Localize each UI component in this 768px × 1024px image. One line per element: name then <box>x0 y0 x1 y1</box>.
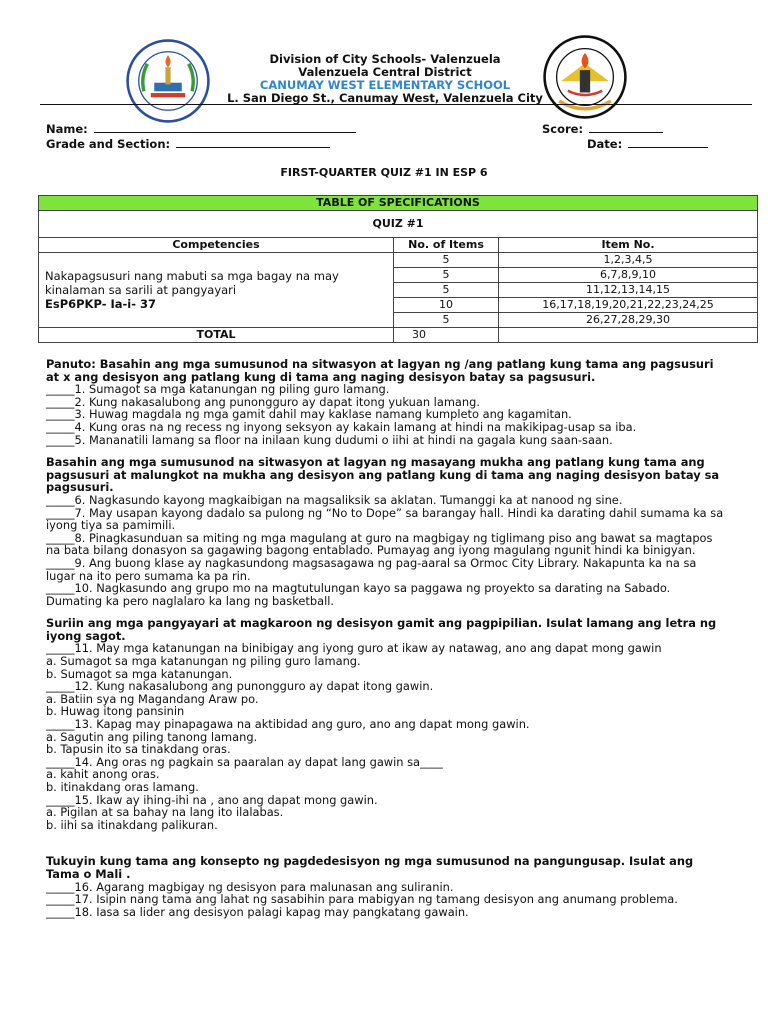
competency-line1: Nakapagsusuri nang mabuti sa mga bagay na may <box>45 269 339 283</box>
part2-instructions: Basahin ang mga sumusunod na sitwasyon at lagyan ng masayang mukha ang patlang kung tama ang pagsusuri at malungkot na mukha ang desisyon ang patlang kung di tama ang naging desisyon batay sa pagsusuri. <box>46 455 720 495</box>
date-field[interactable] <box>587 136 708 151</box>
question-item: _____6. Nagkasundo kayong magkaibigan na magsaliksik sa aklatan. Tumanggi ka at nanood ng sine. <box>46 492 623 507</box>
name-label: Name: <box>46 122 88 136</box>
choice-item: b. Tapusin ito sa tinakdang oras. <box>46 742 231 757</box>
choice-item: b. Huwag itong pansinin <box>46 704 185 719</box>
quiz-title: FIRST-QUARTER QUIZ #1 IN ESP 6 <box>280 166 488 179</box>
question-item: _____3. Huwag magdala ng mga gamit dahil may kaklase namang kumpleto ang kagamitan. <box>46 407 572 422</box>
question-item: _____4. Kung oras na ng recess ng inyong seksyon ay kakain lamang at hindi na makikipag-usap sa iba. <box>46 419 637 434</box>
question-item: _____8. Pinagkasunduan sa miting ng mga magulang at guro na magbigay ng tiglimang piso ang bawat sa magtapos na bata bilang donasyon sa gagawing bagong entablado. Pumayag ang iyong magulang ngunit hindi ka binigyan. <box>46 530 713 558</box>
table-title: TABLE OF SPECIFICATIONS <box>39 196 758 211</box>
table-total-row <box>39 328 758 343</box>
choice-item: a. Sumagot sa mga katanungan ng piling guro lamang. <box>46 654 361 669</box>
district-name: Valenzuela Central District <box>298 65 472 79</box>
school-name: CANUMAY WEST ELEMENTARY SCHOOL <box>259 78 511 92</box>
question-item: _____14. Ang oras ng pagkain sa paaralan ay dapat lang gawin sa____ <box>46 754 443 769</box>
items-count: 5 <box>394 253 499 268</box>
question-item: _____15. Ikaw ay ihing-ihi na , ano ang dapat mong gawin. <box>46 792 378 807</box>
competency-code: EsP6PKP- Ia-i- 37 <box>45 297 157 311</box>
header-divider <box>40 104 752 105</box>
competency-line2: kinalaman sa sarili at pangyayari <box>45 283 237 297</box>
competency-cell <box>39 253 394 328</box>
grade-section-line[interactable] <box>176 136 330 148</box>
item-numbers: 1,2,3,4,5 <box>499 253 758 268</box>
items-count: 5 <box>394 268 499 283</box>
score-line[interactable] <box>589 121 663 133</box>
name-field[interactable] <box>46 121 356 136</box>
score-field[interactable] <box>542 121 663 136</box>
item-numbers: 16,17,18,19,20,21,22,23,24,25 <box>499 298 758 313</box>
question-item: _____12. Kung nakasalubong ang punongguro ay dapat itong gawin. <box>46 679 434 694</box>
name-line[interactable] <box>94 121 356 133</box>
quiz-body <box>46 358 726 918</box>
part1-instructions: Panuto: Basahin ang mga sumusunod na sitwasyon at lagyan ng /ang patlang kung tama ang pagsusuri at x ang desisyon ang patlang kung di tama ang naging desisyon batay sa pagsusuri. <box>46 357 714 384</box>
header-no-of-items: No. of Items <box>394 238 499 253</box>
table-of-specifications <box>38 195 758 343</box>
items-count: 10 <box>394 298 499 313</box>
question-item: _____16. Agarang magbigay ng desisyon para malunasan ang suliranin. <box>46 879 454 894</box>
item-numbers: 6,7,8,9,10 <box>499 268 758 283</box>
choice-item: a. Pigilan at sa bahay na lang ito ilalabas. <box>46 805 284 820</box>
question-item: _____18. Iasa sa lider ang desisyon palagi kapag may pangkatang gawain. <box>46 904 469 919</box>
division-name: Division of City Schools- Valenzuela <box>269 52 501 66</box>
date-line[interactable] <box>628 136 708 148</box>
school-address: L. San Diego St., Canumay West, Valenzuela City <box>227 91 543 105</box>
date-label: Date: <box>587 137 623 151</box>
question-item: _____9. Ang buong klase ay nagkasundong magsasagawa ng pag-aaral sa Ormoc City Library. Nakapunta ka na sa lugar na ito pero sumama ka pa rin. <box>46 555 697 583</box>
choice-item: a. kahit anong oras. <box>46 767 160 782</box>
choice-item: a. Batiin sya ng Magandang Araw po. <box>46 691 259 706</box>
question-item: _____11. May mga katanungan na binibigay ang iyong guro at ikaw ay natawag, ano ang dapat mong gawin <box>46 641 662 656</box>
question-item: _____10. Nagkasundo ang grupo mo na magtutulungan kayo sa paggawa ng proyekto sa darating na Sabado. Dumating ka pero naglalaro ka lang ng basketball. <box>46 581 671 608</box>
part4-instructions: Tukuyin kung tama ang konsepto ng pagdedesisyon ng mga sumusunod na pangungusap. Isulat ang Tama o Mali . <box>46 854 694 881</box>
choice-item: a. Sagutin ang piling tanong lamang. <box>46 729 258 744</box>
items-count: 5 <box>394 313 499 328</box>
total-value: 30 <box>394 328 499 343</box>
total-empty-cell <box>499 328 758 343</box>
question-item: _____13. Kapag may pinapagawa na aktibidad ang guro, ano ang dapat mong gawin. <box>46 717 530 732</box>
items-count: 5 <box>394 283 499 298</box>
item-numbers: 26,27,28,29,30 <box>499 313 758 328</box>
grade-section-label: Grade and Section: <box>46 137 171 151</box>
question-item: _____1. Sumagot sa mga katanungan ng piling guro lamang. <box>46 382 390 397</box>
question-item: _____5. Mananatili lamang sa floor na inilaan kung dudumi o iihi at hindi na gagala kung saan-saan. <box>46 432 613 447</box>
choice-item: b. iihi sa itinakdang palikuran. <box>46 817 218 832</box>
score-label: Score: <box>542 122 584 136</box>
choice-item: b. itinakdang oras lamang. <box>46 780 199 794</box>
question-item: _____2. Kung nakasalubong ang punongguro ay dapat itong yukuan lamang. <box>46 394 480 409</box>
table-row <box>39 253 758 268</box>
header-competencies: Competencies <box>39 238 394 253</box>
item-numbers: 11,12,13,14,15 <box>499 283 758 298</box>
question-item: _____17. Isipin nang tama ang lahat ng sasabihin para mabigyan ng tamang desisyon ang anumang problema. <box>46 892 678 907</box>
total-label: TOTAL <box>39 328 394 343</box>
choice-item: b. Sumagot sa mga katanungan. <box>46 666 233 681</box>
grade-section-field[interactable] <box>46 136 330 151</box>
question-item: _____7. May usapan kayong dadalo sa pulong ng “No to Dope” sa barangay hall. Hindi ka darating dahil sumama ka sa iyong tiya sa pamimili. <box>46 505 724 533</box>
table-subtitle: QUIZ #1 <box>39 211 758 238</box>
part3-instructions: Suriin ang mga pangyayari at magkaroon ng desisyon gamit ang pagpipilian. Isulat lamang ang letra ng iyong sagot. <box>46 616 717 643</box>
header-item-no: Item No. <box>499 238 758 253</box>
